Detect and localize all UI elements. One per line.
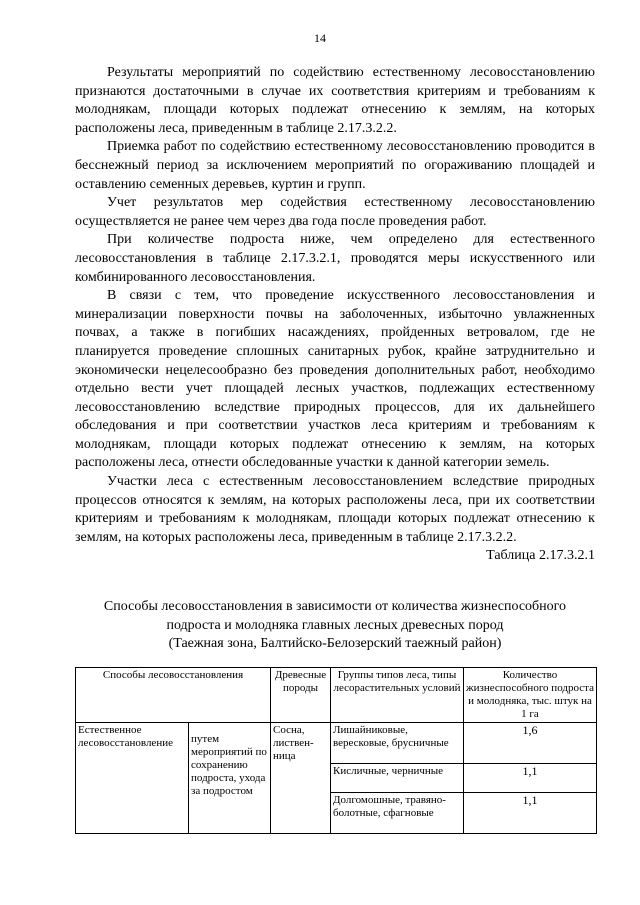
header-methods: Способы лесовосстановления: [76, 668, 271, 723]
page-number: 14: [314, 31, 326, 45]
cell-quantity: 1,1: [464, 764, 597, 793]
table-title: [60, 598, 610, 654]
cell-sub-method: путем мероприятий по сохранению подроста, ухода за подростом: [189, 723, 271, 834]
paragraph: Результаты мероприятий по содействию естественному лесовосстановлению признаются достаточными в случае их соответствия критериям и требованиям к молоднякам, площади которых подлежат отнесению к землям, на которых расположены леса, приведенным в таблице 2.17.3.2.2.: [75, 65, 595, 136]
paragraph: Участки леса с естественным лесовосстановлением вследствие природных процессов относятся к землям, на которых расположены леса, при их соответствии критериям и требованиям к молоднякам, площади которых подлежат отнесению к землям, на которых расположены леса, приведенным в таблице 2.17.3.2.2.: [75, 474, 595, 545]
reforestation-table: [75, 667, 597, 834]
table-row: [76, 723, 597, 764]
header-quantity: Количество жизнеспособного подроста и молодняка, тыс. штук на 1 га: [464, 668, 597, 723]
cell-quantity: 1,1: [464, 793, 597, 834]
paragraph: Учет результатов мер содействия естественному лесовосстановлению осуществляется не ранее чем через два года после проведения работ.: [75, 195, 595, 229]
cell-forest-type: Лишайниковые, вересковые, брусничные: [331, 723, 464, 764]
paragraph: Приемка работ по содействию естественному лесовосстановлению проводится в бесснежный период за исключением мероприятий по огораживанию площадей и оставлению семенных деревьев, куртин и групп.: [75, 139, 595, 192]
cell-forest-type: Кисличные, черничные: [331, 764, 464, 793]
cell-forest-type: Долгомошные, травяно-болотные, сфагновые: [331, 793, 464, 834]
header-forest-types: Группы типов леса, типы лесорастительных условий: [331, 668, 464, 723]
cell-species: Сосна, листвен-ница: [271, 723, 331, 834]
header-species: Древесные породы: [271, 668, 331, 723]
body-text: [75, 64, 595, 566]
cell-quantity: 1,6: [464, 723, 597, 764]
table-title-line: Способы лесовосстановления в зависимости от количества жизнеспособного: [103, 599, 567, 614]
paragraph: При количестве подроста ниже, чем определено для естественного лесовосстановления в таблице 2.17.3.2.1, проводятся меры искусственного или комбинированного лесовосстановления.: [75, 232, 595, 285]
table-title-line: (Таежная зона, Балтийско-Белозерский таежный район): [168, 636, 502, 652]
table-header-row: [76, 668, 597, 723]
cell-method: Естественное лесовосстановление: [76, 723, 189, 834]
table-title-line: подроста и молодняка главных лесных древесных пород: [166, 617, 504, 633]
table-caption: Таблица 2.17.3.2.1: [486, 548, 595, 564]
paragraph: В связи с тем, что проведение искусственного лесовосстановления и минерализации поверхности почвы на заболоченных, избыточно увлажненных почвах, а также в погибших насаждениях, пройденных ветровалом, где не планируется проведение сплошных санитарных рубок, крайне затруднительно и экономически нецелесообразно без проведения дополнительных работ, необходимо отдельно вести учет площадей лесных участков, подлежащих естественному лесовосстановлению вследствие природных процессов, для их дальнейшего обследования и при соответствии участков леса критериям и требованиям к молоднякам, площади которых подлежат отнесению к землям, на которых расположены леса, отнести обследованные участки к данной категории земель.: [75, 288, 595, 471]
